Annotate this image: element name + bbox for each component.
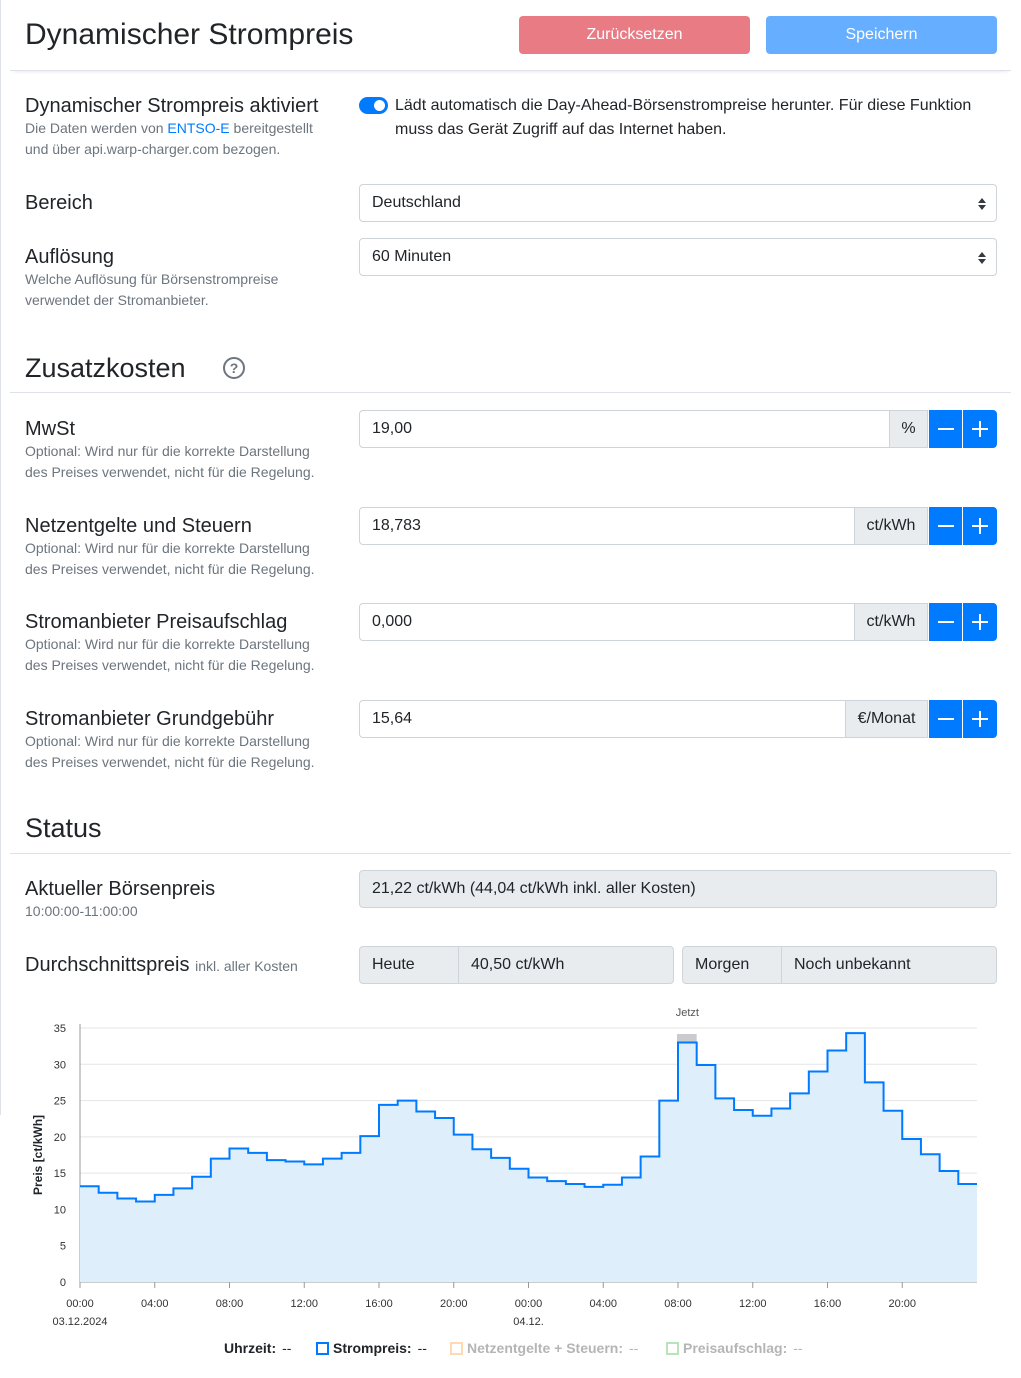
vat-input-group (359, 410, 997, 448)
sidebar-border (0, 0, 1, 1115)
base-fee-decrement-button[interactable] (929, 700, 963, 738)
average-price-label (25, 953, 298, 978)
page-title: Dynamischer Strompreis (25, 18, 354, 51)
legend-grid-fees-label: Netzentgelte + Steuern: (467, 1340, 623, 1356)
status-title: Status (25, 813, 102, 843)
y-tick-label: 30 (53, 1059, 66, 1072)
y-tick-label: 10 (53, 1204, 66, 1217)
x-date-label: 03.12.2024 (52, 1316, 108, 1328)
markup-input-group (359, 603, 997, 641)
entsoe-link[interactable]: ENTSO-E (167, 120, 230, 136)
legend-time-label: Uhrzeit: (224, 1340, 277, 1356)
enabled-help-suffix: bereitgestellt und über api.warp-charger.com bezogen. (25, 120, 313, 157)
tomorrow-value: Noch unbekannt (781, 946, 997, 984)
markup-help: Optional: Wird nur für die korrekte Darstellung des Preises verwendet, nicht für die Regelung. (25, 636, 315, 673)
legend-markup-value: -- (793, 1340, 803, 1356)
tomorrow-label: Morgen (682, 946, 782, 984)
enabled-help (25, 118, 335, 160)
reset-button[interactable]: Zurücksetzen (519, 16, 750, 54)
grid-fees-input-group (359, 507, 997, 545)
resolution-help: Welche Auflösung für Börsenstrompreise verwendet der Stromanbieter. (25, 271, 279, 308)
base-fee-input-group (359, 700, 997, 738)
region-select-value: Deutschland (372, 194, 461, 211)
grid-fees-unit: ct/kWh (855, 507, 928, 545)
base-fee-help: Optional: Wird nur für die korrekte Darstellung des Preises verwendet, nicht für die Regelung. (25, 733, 315, 770)
region-select[interactable] (359, 184, 997, 222)
resolution-select[interactable] (359, 238, 997, 276)
y-tick-label: 15 (53, 1168, 66, 1181)
x-tick-label: 04:00 (140, 1298, 169, 1310)
x-tick-label: 16:00 (813, 1298, 842, 1310)
markup-label: Stromanbieter Preisaufschlag (25, 611, 288, 633)
select-arrows-icon (978, 252, 986, 264)
section-divider (10, 853, 1011, 854)
vat-label: MwSt (25, 418, 75, 440)
legend-markup[interactable] (666, 1338, 803, 1358)
vat-increment-button[interactable] (963, 410, 997, 448)
region-label: Bereich (25, 192, 93, 214)
enabled-switch[interactable] (359, 97, 388, 114)
base-fee-input[interactable]: 15,64 (359, 700, 846, 738)
grid-fees-input[interactable]: 18,783 (359, 507, 855, 545)
x-tick-label: 20:00 (888, 1298, 917, 1310)
page-header (10, 0, 1011, 71)
grid-fees-help: Optional: Wird nur für die korrekte Darstellung des Preises verwendet, nicht für die Regelung. (25, 540, 315, 577)
resolution-label: Auflösung (25, 246, 114, 268)
legend-markup-label: Preisaufschlag: (683, 1340, 788, 1356)
price-chart[interactable] (0, 1000, 1021, 1340)
x-tick-label: 00:00 (66, 1298, 94, 1310)
y-tick-label: 5 (59, 1240, 66, 1253)
today-label: Heute (359, 946, 459, 984)
current-price-label: Aktueller Börsenpreis (25, 878, 216, 900)
grid-fees-increment-button[interactable] (963, 507, 997, 545)
now-label: Jetzt (675, 1007, 699, 1019)
x-date-label: 04.12. (513, 1316, 544, 1328)
x-tick-label: 12:00 (738, 1298, 767, 1310)
select-arrows-icon (978, 198, 986, 210)
legend-price-label: Strompreis: (333, 1340, 412, 1356)
x-tick-label: 08:00 (664, 1298, 692, 1310)
x-tick-label: 12:00 (290, 1298, 319, 1310)
enabled-label: Dynamischer Strompreis aktiviert (25, 95, 319, 117)
x-tick-label: 16:00 (365, 1298, 393, 1310)
legend-grid-fees[interactable] (450, 1338, 638, 1358)
extra-costs-title: Zusatzkosten (25, 353, 186, 383)
base-fee-increment-button[interactable] (963, 700, 997, 738)
legend-price[interactable] (316, 1338, 427, 1358)
enabled-help-prefix: Die Daten werden von (25, 120, 168, 136)
x-tick-label: 08:00 (215, 1298, 244, 1310)
legend-price-swatch (316, 1342, 329, 1355)
x-tick-label: 00:00 (514, 1298, 543, 1310)
current-price-value: 21,22 ct/kWh (44,04 ct/kWh inkl. aller Kosten) (359, 870, 997, 908)
question-circle-icon[interactable]: ? (223, 357, 245, 379)
enabled-switch-text[interactable]: Lädt automatisch die Day-Ahead-Börsenstrompreise herunter. Für diese Funktion muss das Gerät Zugriff auf das Internet haben. (395, 97, 972, 138)
legend-markup-swatch (666, 1342, 679, 1355)
price-area (80, 1033, 977, 1282)
section-divider (10, 392, 1011, 393)
markup-unit: ct/kWh (855, 603, 928, 641)
average-price-sublabel: inkl. aller Kosten (195, 958, 298, 974)
y-axis-label: Preis [ct/kWh] (31, 1114, 45, 1196)
current-price-time: 10:00:00-11:00:00 (25, 903, 138, 919)
legend-time-value: -- (282, 1340, 292, 1356)
vat-help: Optional: Wird nur für die korrekte Darstellung des Preises verwendet, nicht für die Regelung. (25, 443, 315, 480)
y-tick-label: 35 (53, 1023, 66, 1035)
legend-grid-fees-value: -- (628, 1340, 639, 1356)
vat-unit: % (890, 410, 928, 448)
grid-fees-decrement-button[interactable] (929, 507, 963, 545)
markup-input[interactable]: 0,000 (359, 603, 855, 641)
y-tick-label: 25 (53, 1095, 66, 1108)
legend-grid-fees-swatch (450, 1342, 463, 1355)
x-tick-label: 04:00 (589, 1298, 618, 1310)
y-tick-label: 0 (59, 1277, 66, 1289)
legend-time (224, 1338, 291, 1358)
x-tick-label: 20:00 (439, 1298, 468, 1310)
vat-decrement-button[interactable] (929, 410, 963, 448)
base-fee-unit: €/Monat (846, 700, 928, 738)
save-button[interactable]: Speichern (766, 16, 997, 54)
y-tick-label: 20 (53, 1131, 66, 1144)
markup-increment-button[interactable] (963, 603, 997, 641)
vat-input[interactable]: 19,00 (359, 410, 890, 448)
grid-fees-label: Netzentgelte und Steuern (25, 515, 252, 537)
legend-price-value: -- (417, 1340, 427, 1356)
average-price-label-text: Durchschnittspreis (25, 954, 190, 976)
today-value: 40,50 ct/kWh (458, 946, 674, 984)
resolution-select-value: 60 Minuten (372, 248, 452, 265)
markup-decrement-button[interactable] (929, 603, 963, 641)
base-fee-label: Stromanbieter Grundgebühr (25, 708, 275, 730)
